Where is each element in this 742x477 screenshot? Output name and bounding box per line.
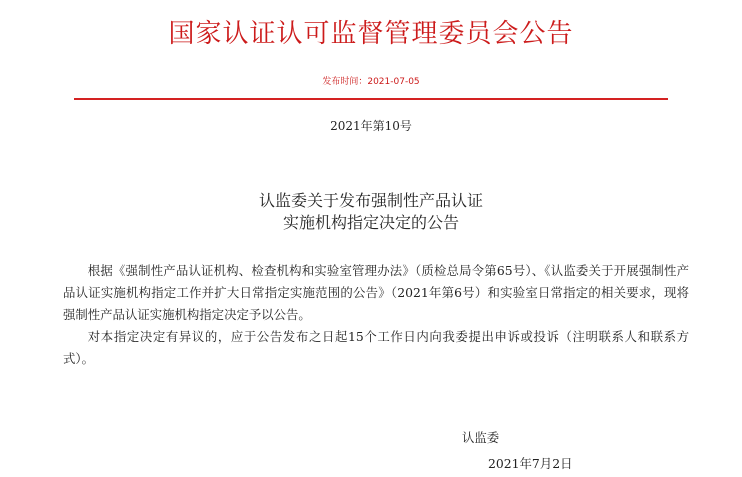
body-paragraph-1: 根据《强制性产品认证机构、检查机构和实验室管理办法》（质检总局令第65号）、《认监委关于开展强制性产品认证实施机构指定工作并扩大日常指定实施范围的公告》（2021年第6号）和实验室日常指定的相关要求，现将强制性产品认证实施机构指定决定予以公告。 [63, 263, 689, 322]
masthead-title: 国家认证认可监督管理委员会公告 [168, 19, 574, 49]
publish-time-value: 2021-07-05 [367, 77, 420, 87]
signature-date: 2021年7月2日 [488, 456, 573, 471]
document-number: 2021年第10号 [330, 119, 412, 133]
red-divider [74, 98, 668, 100]
publish-time [0, 76, 742, 88]
document-body [63, 260, 689, 370]
publish-time-label: 发布时间： [322, 77, 368, 87]
document-title [0, 190, 742, 234]
document-title-line-2: 实施机构指定决定的公告 [282, 213, 459, 232]
document-title-line-1: 认监委关于发布强制性产品认证 [258, 191, 483, 210]
body-paragraph-2: 对本指定决定有异议的，应于公告发布之日起15个工作日内向我委提出申诉或投诉（注明联系人和联系方式）。 [63, 329, 689, 366]
signature-organization: 认监委 [462, 430, 500, 445]
